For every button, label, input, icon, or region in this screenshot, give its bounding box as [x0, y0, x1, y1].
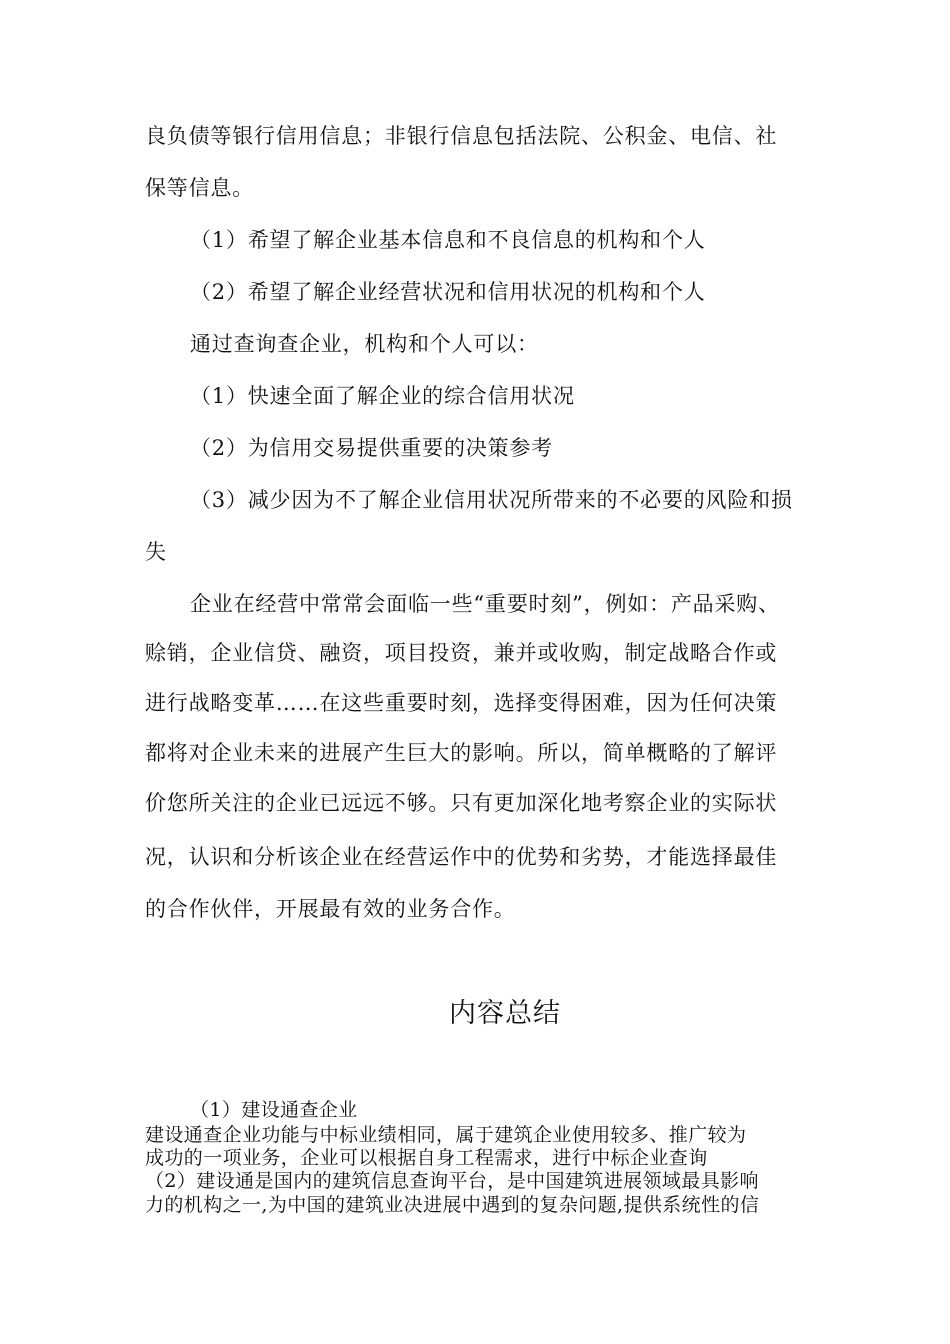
summary-line-1: （1）建设通查企业 — [190, 1099, 358, 1121]
body-line-3: （1）希望了解企业基本信息和不良信息的机构和个人 — [190, 228, 706, 252]
summary-title: 内容总结 — [449, 998, 561, 1029]
body-line-13: 都将对企业未来的进展产生巨大的影响。所以，简单概略的了解评 — [145, 741, 778, 765]
body-line-10: 企业在经营中常常会面临一些“重要时刻”，例如：产品采购、 — [190, 592, 780, 616]
body-line-8: （3）减少因为不了解企业信用状况所带来的不必要的风险和损 — [190, 488, 793, 512]
summary-line-4: （2）建设通是国内的建筑信息查询平台，是中国建筑进展领域最具影响 — [145, 1170, 759, 1192]
body-line-6: （1）快速全面了解企业的综合信用状况 — [190, 384, 575, 408]
body-line-5: 通过查询查企业，机构和个人可以： — [190, 332, 539, 356]
body-line-16: 的合作伙伴，开展最有效的业务合作。 — [145, 897, 516, 921]
body-line-12: 进行战略变革……在这些重要时刻，选择变得困难，因为任何决策 — [145, 691, 778, 715]
summary-line-5: 力的机构之一,为中国的建筑业决进展中遇到的复杂问题,提供系统性的信 — [145, 1194, 760, 1216]
body-line-4: （2）希望了解企业经营状况和信用状况的机构和个人 — [190, 280, 706, 304]
body-line-7: （2）为信用交易提供重要的决策参考 — [190, 436, 553, 460]
body-line-11: 赊销，企业信贷、融资，项目投资，兼并或收购，制定战略合作或 — [145, 641, 778, 665]
body-line-1: 良负债等银行信用信息；非银行信息包括法院、公积金、电信、社 — [145, 124, 778, 148]
summary-line-2: 建设通查企业功能与中标业绩相同，属于建筑企业使用较多、推广较为 — [145, 1124, 747, 1146]
body-line-2: 保等信息。 — [145, 176, 254, 200]
body-line-15: 况，认识和分析该企业在经营运作中的优势和劣势，才能选择最佳 — [145, 845, 778, 869]
body-line-14: 价您所关注的企业已远远不够。只有更加深化地考察企业的实际状 — [145, 791, 778, 815]
body-line-9: 失 — [145, 540, 167, 564]
summary-line-3: 成功的一项业务，企业可以根据自身工程需求，进行中标企业查询 — [145, 1147, 708, 1169]
